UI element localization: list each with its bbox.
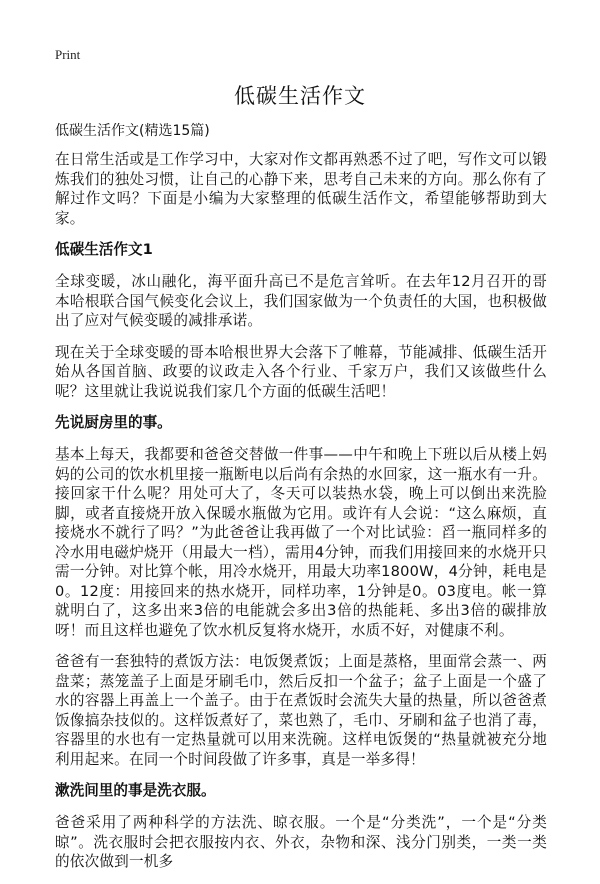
intro-paragraph: 在日常生活或是工作学习中，大家对作文都再熟悉不过了吧，写作文可以锻炼我们的独处习惯，让自己的心静下来，思考自己未来的方向。那么你有了解过作文吗？下面是小编为大家整理的低碳生活作文，希望能够帮助到大家。 [55,151,547,227]
paragraph: 爸爸有一套独特的煮饭方法：电饭煲煮饭；上面是蒸格，里面常会蒸一、两盘菜；蒸笼盖子上面是牙刷毛巾，然后反扣一个盆子；盆子上面是一个盛了水的容器上再盖上一个盖子。由于在煮饭时会流失大量的热量，所以爸爸煮饭像搞杂技似的。这样饭煮好了，菜也熟了，毛巾、牙刷和盆子也消了毒，容器里的水也有一定热量就可以用来洗碗。这样电饭煲的“热量就被充分地利用起来。在同一个时间段做了许多事，真是一举多得！ [55,653,547,768]
section-heading-essay-1: 低碳生活作文1 [55,241,153,258]
document-body [55,150,547,884]
section-heading-kitchen: 先说厨房里的事。 [55,414,172,431]
page-title: 低碳生活作文 [234,84,366,108]
paragraph: 基本上每天，我都要和爸爸交替做一件事——中午和晚上下班以后从楼上妈妈的公司的饮水机里接一瓶断电以后尚有余热的水回家，这一瓶水有一升。接回家干什么呢？用处可大了，冬天可以装热水袋，晚上可以倒出来洗脸脚，或者直接烧开放入保暖水瓶做为它用。或许有人会说：“这么麻烦，直接烧水不就行了吗？”为此爸爸让我再做了一个对比试验：舀一瓶同样多的冷水用电磁炉烧开（用最大一档），需用4分钟，而我们用接回来的水烧开只需一分钟。对比算个帐，用冷水烧开，用最大功率1800W，4分钟，耗电是0。12度：用接回来的热水烧开，同样功率，1分钟是0。03度电。帐一算就明白了，这多出来3倍的电能就会多出3倍的热能耗、多出3倍的碳排放呀！而且这样也避免了饮水机反复将水烧开，水质不好，对健康不利。 [55,446,547,639]
print-link[interactable]: Print [55,47,81,62]
document-subtitle: 低碳生活作文(精选15篇) [55,123,210,139]
section-heading-laundry: 漱洗间里的事是洗衣服。 [55,782,216,799]
paragraph: 现在关于全球变暖的哥本哈根世界大会落下了帷幕，节能减排、低碳生活开始从各国首脑、政要的议政走入各个行业、千家万户，我们又该做些什么呢？这里就让我说说我们家几个方面的低碳生活吧！ [55,343,547,400]
paragraph: 爸爸采用了两种科学的方法洗、晾衣服。一个是“分类洗”，一个是“分类晾”。洗衣服时会把衣服按内衣、外衣，杂物和深、浅分门别类，一类一类的依次做到一机多 [55,814,547,870]
paragraph: 全球变暖，冰山融化，海平面升高已不是危言耸听。在去年12月召开的哥本哈根联合国气候变化会议上，我们国家做为一个负责任的大国，也积极做出了应对气候变暖的减排承诺。 [55,273,547,329]
